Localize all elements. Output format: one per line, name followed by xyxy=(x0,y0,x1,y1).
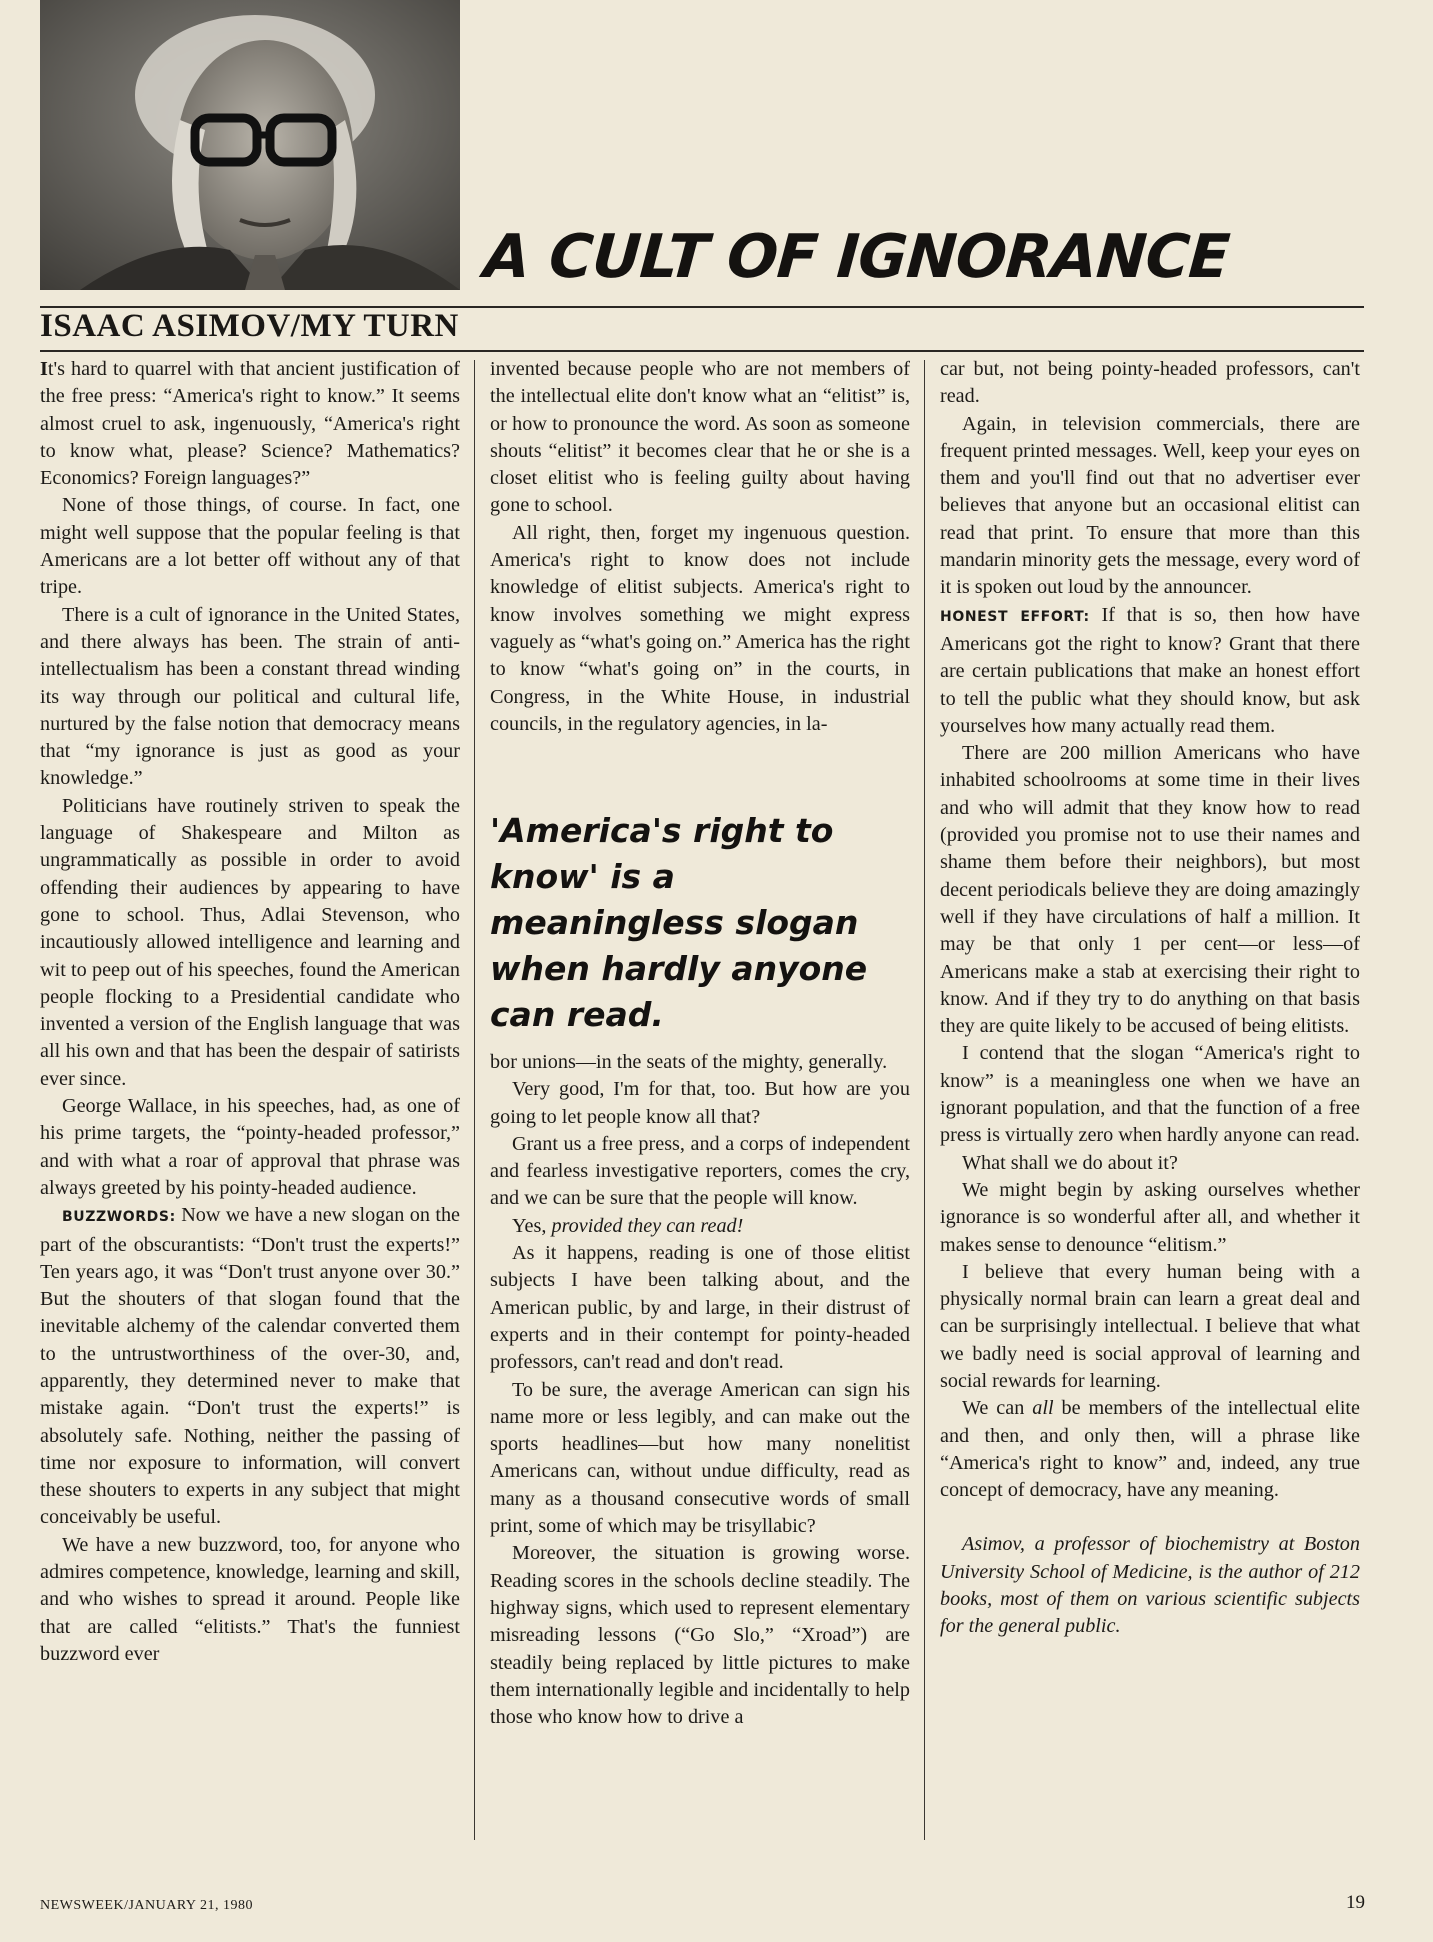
paragraph: We can all be members of the intellectual elite and then, and only then, will a phrase like “America's right to know” and, indeed, any true concept of democracy, have any meaning. xyxy=(940,1397,1361,1502)
paragraph: All right, then, forget my ingenuous question. America's right to know does not include knowledge of elitist subjects. America's right to know involves something we might express vaguely as “what's going on.” America has the right to know “what's going on” in the courts, in Congress, in the White House, in industrial councils, in the regulatory agencies, in la- xyxy=(490,521,910,735)
subhead: HONEST EFFORT: xyxy=(940,608,1090,625)
paragraph: None of those things, of course. In fact, one might well suppose that the popular feeling is that Americans are a lot better off without any of that tripe. xyxy=(40,494,460,599)
paragraph: HONEST EFFORT: If that is so, then how have Americans got the right to know? Grant that there are certain publications that make an honest effort to tell the public what they should know, but ask yourselves how many actually read them. xyxy=(940,603,1361,737)
column-1 xyxy=(40,356,460,1668)
portrait-photo-icon xyxy=(40,0,460,290)
paragraph: It's hard to quarrel with that ancient justification of the free press: “America's right to know.” It seems almost cruel to ask, ingenuously, “America's right to know what, please? Science? Mathematics? Economics? Foreign languages?” xyxy=(40,358,460,490)
column-2-top xyxy=(490,356,910,738)
paragraph: What shall we do about it? xyxy=(962,1151,1178,1174)
header-rule-bottom xyxy=(40,350,1364,352)
paragraph: Moreover, the situation is growing worse. Reading scores in the schools decline steadily. The highway signs, which used to represent elementary misreading lessons (“Go Slo,” “Xroad”) are steadily being replaced by little pictures to make them internationally legible and incidentally to help those who know how to drive a xyxy=(490,1542,910,1729)
paragraph: There is a cult of ignorance in the United States, and there always has been. The strain of anti-intellectualism has been a constant thread winding its way through our political and cultural life, nurtured by the false notion that democracy means that “my ignorance is just as good as your knowledge.” xyxy=(40,603,460,790)
subhead: BUZZWORDS: xyxy=(62,1209,176,1226)
paragraph: Grant us a free press, and a corps of independent and fearless investigative reporters, comes the cry, and we can be sure that the people will know. xyxy=(490,1132,910,1210)
paragraph: I contend that the slogan “America's right to know” is a meaningless one when we have an ignorant population, and that the function of a free press is virtually zero when hardly anyone can read. xyxy=(940,1042,1360,1147)
column-2-bottom xyxy=(490,1049,910,1731)
page-number: 19 xyxy=(1346,1892,1365,1913)
author-photo xyxy=(40,0,460,290)
pull-quote: 'America's right to know' is a meaningless slogan when hardly anyone can read. xyxy=(490,811,868,1034)
paragraph: Politicians have routinely striven to speak the language of Shakespeare and Milton as ungrammatically as possible in order to avoid offending their audiences by appearing to have gone to school. Thus, Adlai Stevenson, who incautiously allowed intelligence and learning and wit to peep out of his speeches, found the American people flocking to a Presidential candidate who invented a version of the English language that was all his own and that has been the despair of satirists ever since. xyxy=(40,794,460,1090)
author-bio: Asimov, a professor of biochemistry at Boston University School of Medicine, is the author of 212 books, most of them on various scientific subjects for the general public. xyxy=(940,1533,1360,1638)
column-divider xyxy=(924,360,925,1840)
initial-letter: I xyxy=(40,358,48,380)
paragraph: car but, not being pointy-headed professors, can't read. xyxy=(940,358,1360,408)
paragraph: invented because people who are not members of the intellectual elite don't know what an “elitist” is, or how to pronounce the word. As soon as someone shouts “elitist” it becomes clear that he or she is a closet elitist who is feeling guilty about having gone to school. xyxy=(490,358,910,517)
paragraph: bor unions—in the seats of the mighty, generally. xyxy=(490,1051,888,1073)
paragraph: I believe that every human being with a physically normal brain can learn a great deal and can be surprisingly intellectual. I believe that what we badly need is social approval of learning and social rewards for learning. xyxy=(940,1260,1360,1392)
column-3 xyxy=(940,356,1360,1641)
paragraph: BUZZWORDS: Now we have a new slogan on the part of the obscurantists: “Don't trust the experts!” Ten years ago, it was “Don't trust anyone over 30.” But the shouters of that slogan found that the inevitable alchemy of the calendar converted them to the untrustworthiness of the over-30, and, apparently, they determined never to make that mistake again. “Don't trust the experts!” is absolutely safe. Nothing, neither the passing of time nor exposure to information, will convert these shouters to experts in any subject that might conceivably be useful. xyxy=(40,1204,460,1529)
paragraph: Again, in television commercials, there are frequent printed messages. Well, keep your eyes on them and you'll find out that no advertiser ever believes that anyone but an occasional elitist can read that print. To ensure that more than this mandarin minority gets the message, every word of it is spoken out loud by the announcer. xyxy=(940,412,1360,599)
paragraph: To be sure, the average American can sign his name more or less legibly, and can make out the sports headlines—but how many nonelitist Americans can, without undue difficulty, read as many as a thousand consecutive words of small print, some of which may be trisyllabic? xyxy=(490,1378,910,1538)
paragraph: We have a new buzzword, too, for anyone who admires competence, knowledge, learning and skill, and who wishes to spread it around. People like that are called “elitists.” That's the funniest buzzword ever xyxy=(40,1533,460,1665)
paragraph: Yes, provided they can read! xyxy=(512,1214,744,1237)
paragraph: As it happens, reading is one of those elitist subjects I have been talking about, and the American public, by and large, in their distrust of experts and in their contempt for pointy-headed professors, can't read and don't read. xyxy=(490,1242,910,1374)
publication-footer: NEWSWEEK/JANUARY 21, 1980 xyxy=(40,1898,254,1913)
paragraph: There are 200 million Americans who have inhabited schoolrooms at some time in their lives and who will admit that they know how to read (provided you promise not to use their names and shame them before their neighbors), but most decent periodicals believe they are doing amazingly well if they have circulations of half a million. It may be that only 1 per cent—or less—of Americans make a stab at exercising their right to know. And if they try to do anything on that basis they are quite likely to be accused of being elitists. xyxy=(940,742,1360,1038)
paragraph: George Wallace, in his speeches, had, as one of his prime targets, the “pointy-headed professor,” and with what a roar of approval that phrase was always greeted by his pointy-headed audience. xyxy=(40,1095,460,1199)
paragraph: We might begin by asking ourselves whether ignorance is so wonderful after all, and whether it makes sense to denounce “elitism.” xyxy=(940,1178,1360,1256)
byline: ISAAC ASIMOV/MY TURN xyxy=(40,308,459,344)
paragraph: Very good, I'm for that, too. But how are you going to let people know all that? xyxy=(490,1078,910,1128)
headline: A CULT OF IGNORANCE xyxy=(481,222,1232,292)
column-divider xyxy=(474,360,475,1840)
